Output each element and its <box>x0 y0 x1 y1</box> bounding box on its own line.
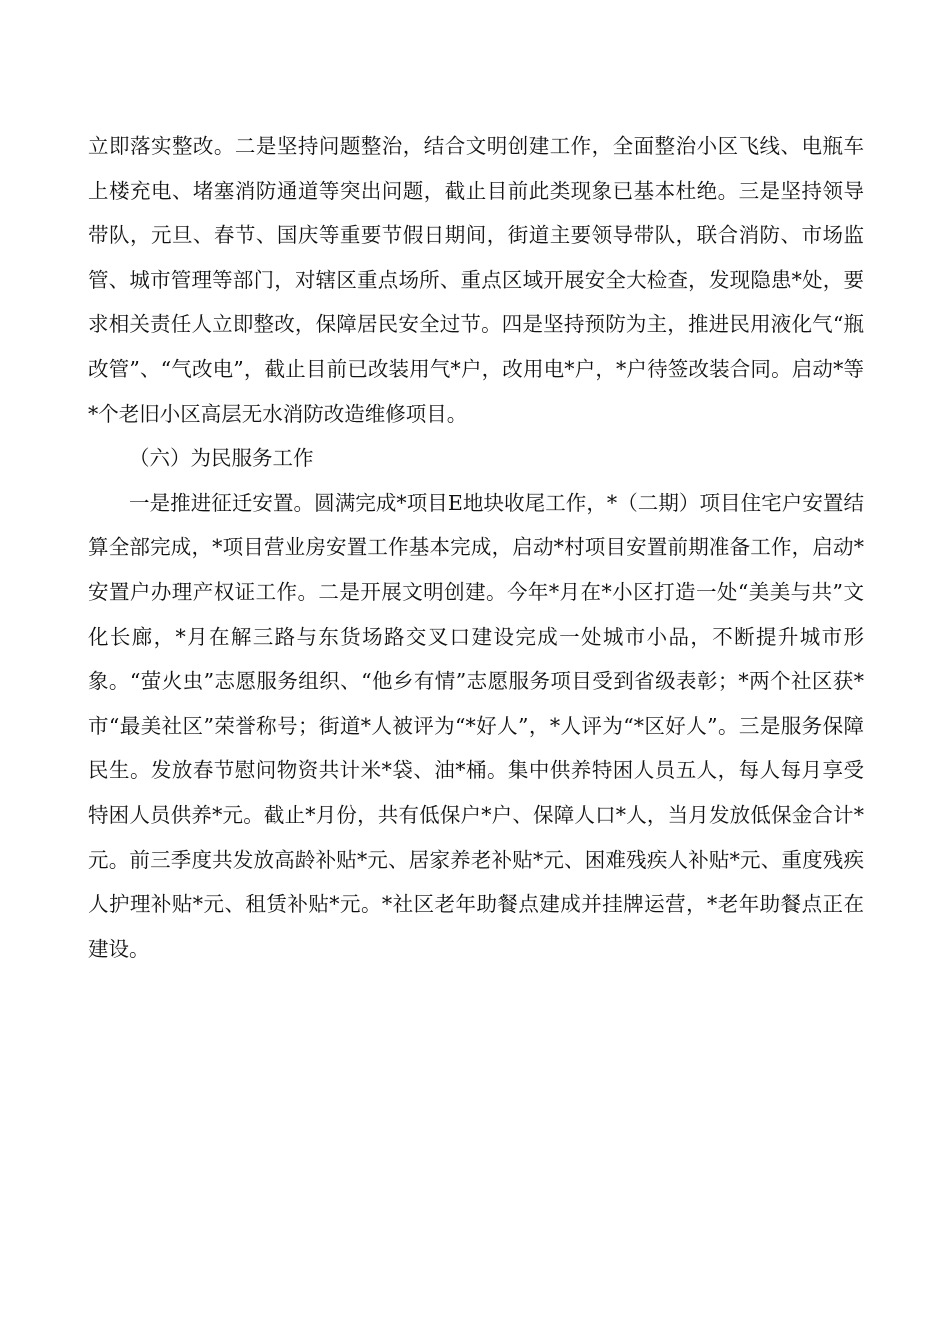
body-paragraph-continued: 立即落实整改。二是坚持问题整治，结合文明创建工作，全面整治小区飞线、电瓶车上楼充电、堵塞消防通道等突出问题，截止目前此类现象已基本杜绝。三是坚持领导带队，元旦、春节、国庆等重要节假日期间，街道主要领导带队，联合消防、市场监管、城市管理等部门，对辖区重点场所、重点区域开展安全大检查，发现隐患*处，要求相关责任人立即整改，保障居民安全过节。四是坚持预防为主，推进民用液化气“瓶改管”、“气改电”，截止目前已改装用气*户，改用电*户，*户待签改装合同。启动*等*个老旧小区高层无水消防改造维修项目。 <box>88 134 864 426</box>
body-paragraph-services: 一是推进征迁安置。圆满完成*项目E地块收尾工作，*（二期）项目住宅户安置结算全部完成，*项目营业房安置工作基本完成，启动*村项目安置前期准备工作，启动*安置户办理产权证工作。二是开展文明创建。今年*月在*小区打造一处“美美与共”文化长廊，*月在解三路与东货场路交叉口建设完成一处城市小品，不断提升城市形象。“萤火虫”志愿服务组织、“他乡有情”志愿服务项目受到省级表彰；*两个社区获*市“最美社区”荣誉称号；街道*人被评为“*好人”，*人评为“*区好人”。三是服务保障民生。发放春节慰问物资共计米*袋、油*桶。集中供养特困人员五人，每人每月享受特困人员供养*元。截止*月份，共有低保户*户、保障人口*人，当月发放低保金合计*元。前三季度共发放高龄补贴*元、居家养老补贴*元、困难残疾人补贴*元、重度残疾人护理补贴*元、租赁补贴*元。*社区老年助餐点建成并挂牌运营，*老年助餐点正在建设。 <box>88 490 864 961</box>
document-body <box>88 124 864 971</box>
section-heading: （六）为民服务工作 <box>129 446 314 471</box>
